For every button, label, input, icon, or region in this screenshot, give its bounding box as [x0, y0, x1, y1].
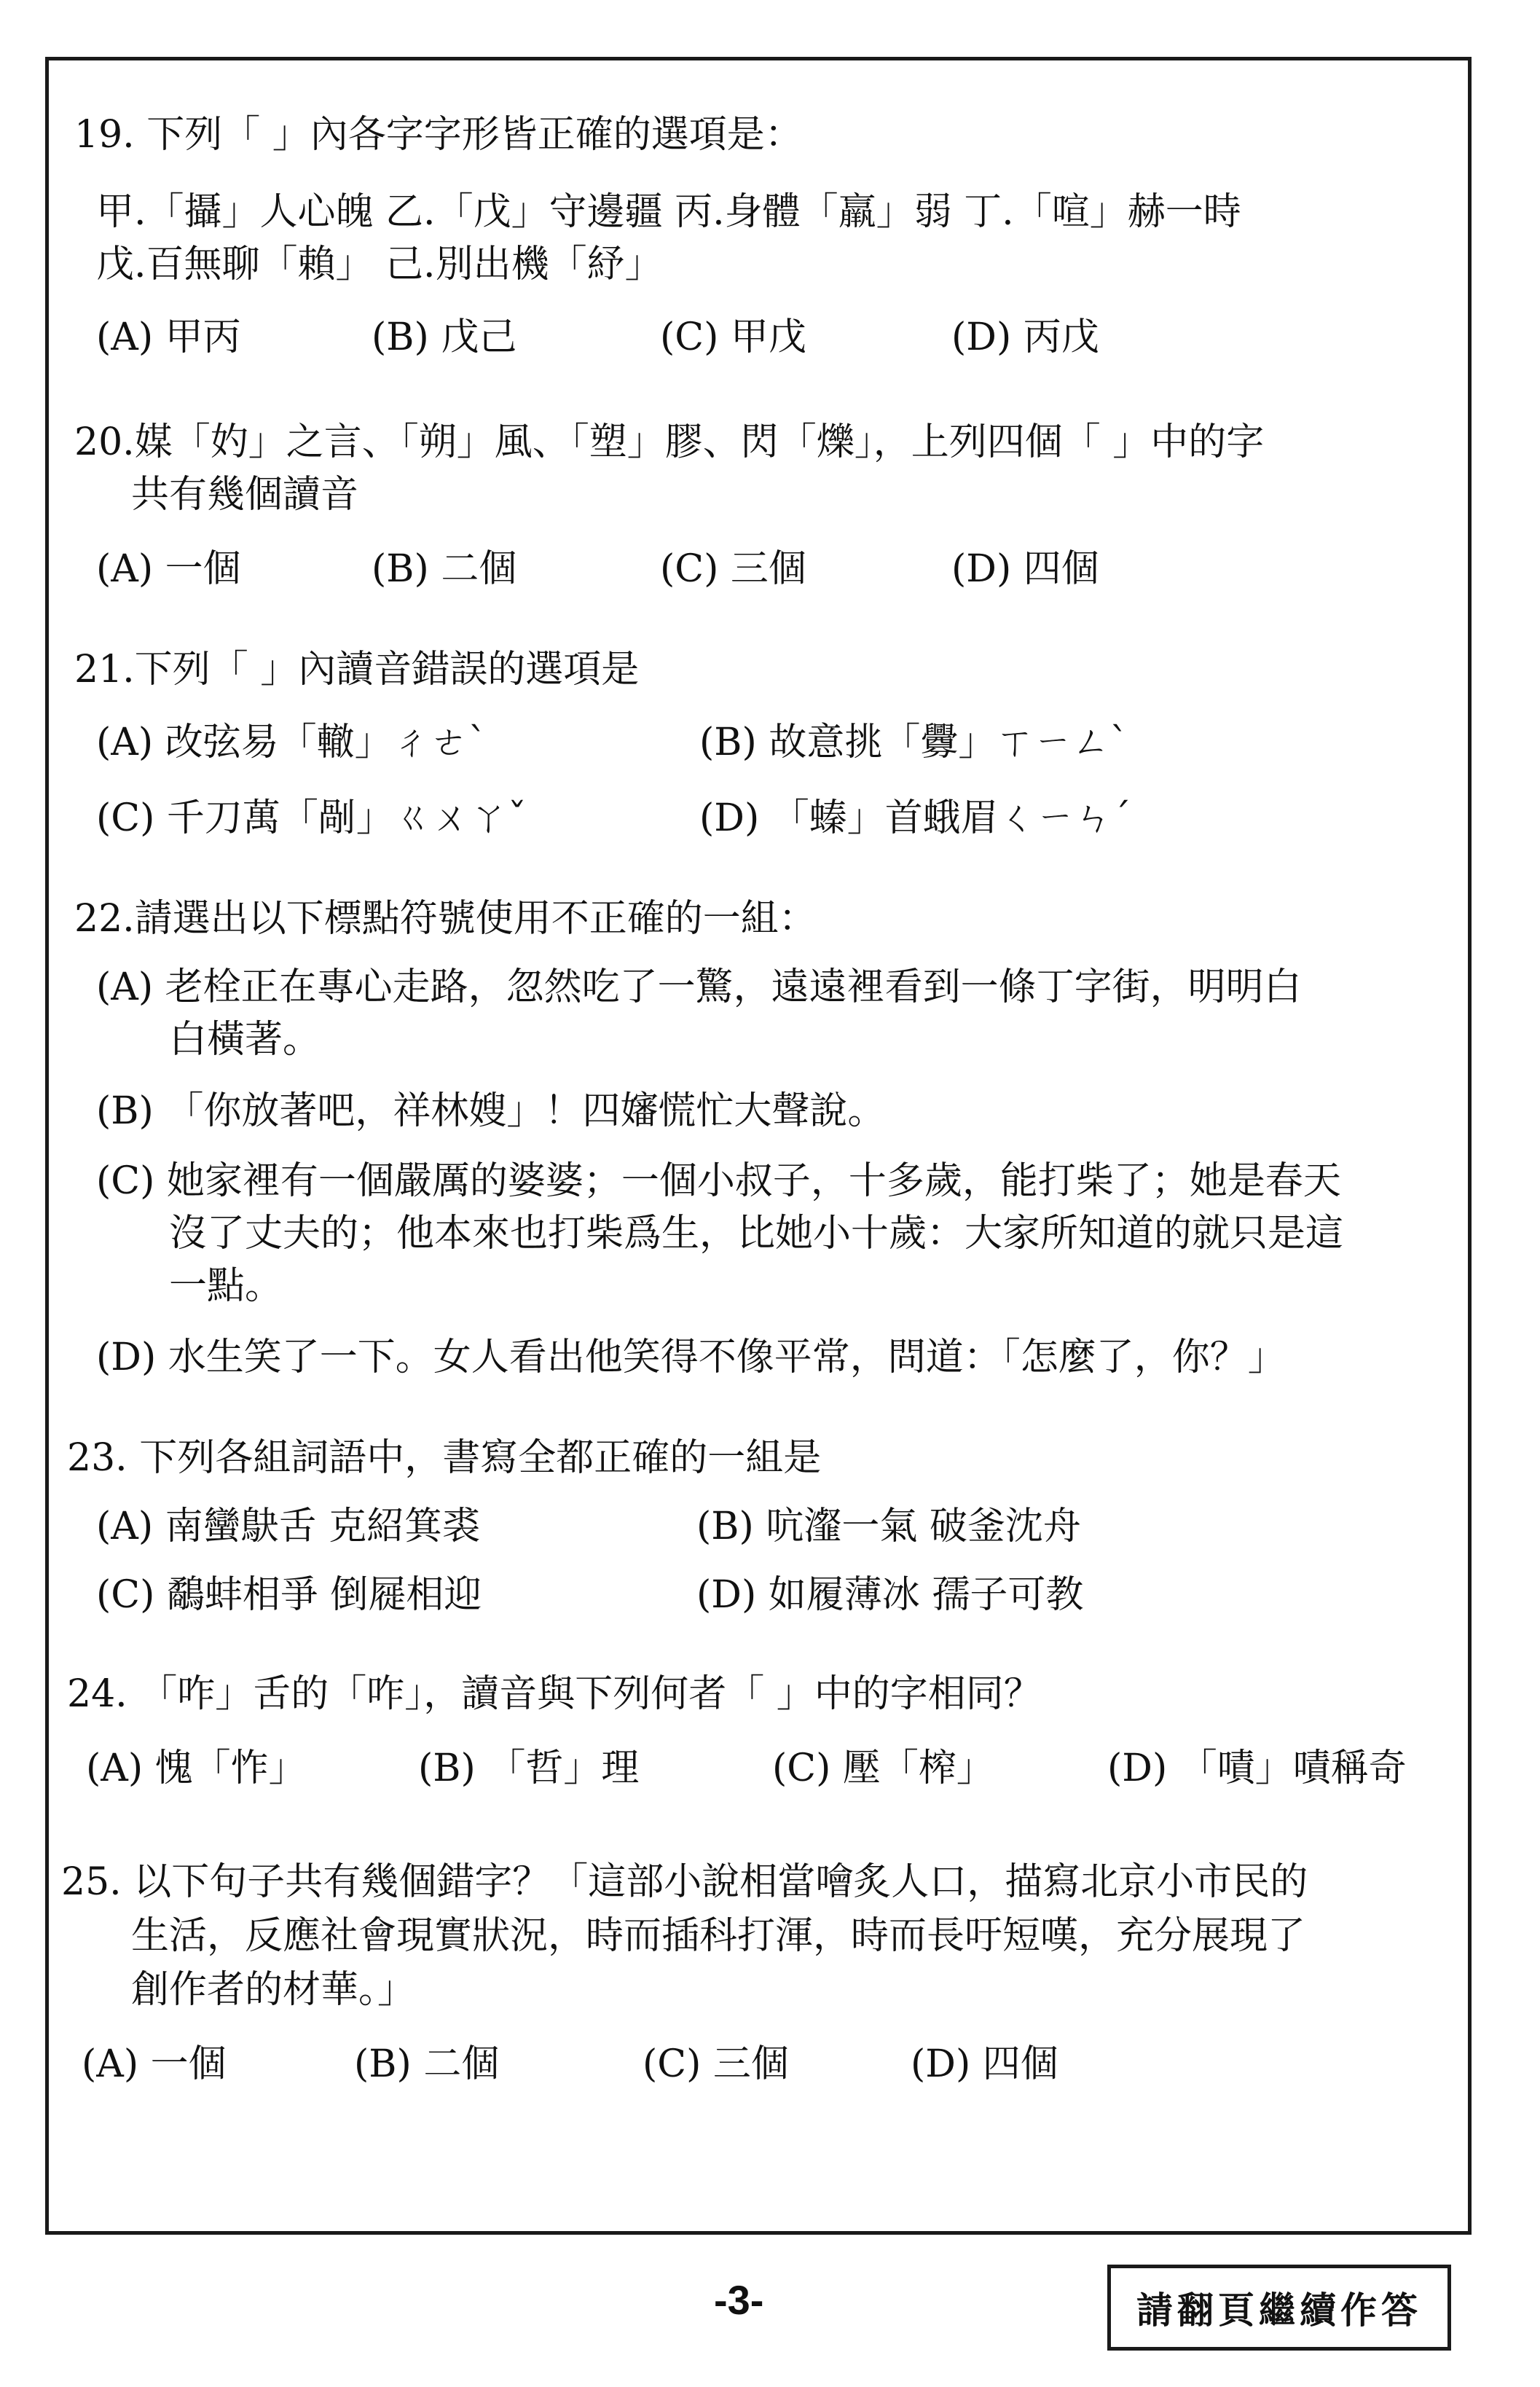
- question-22-option-a-line-2: 白橫著。: [169, 1018, 321, 1062]
- question-25-option-c: (C) 三個: [643, 2042, 789, 2086]
- question-20-stem-2: 共有幾個讀音: [131, 473, 359, 517]
- question-23-option-c: (C) 鷸蚌相爭 倒屣相迎: [96, 1573, 482, 1617]
- question-22-option-c-line-2: 沒了丈夫的；他本來也打柴爲生，比她小十歲：大家所知道的就只是這: [169, 1212, 1344, 1255]
- question-19-option-d: (D) 丙戊: [951, 315, 1099, 359]
- question-19-line-2: 戊.百無聊「賴」 己.別出機「紓」: [96, 243, 663, 286]
- question-23-option-a: (A) 南蠻鴃舌 克紹箕裘: [96, 1505, 481, 1548]
- question-21-option-c: (C) 千刀萬「剮」ㄍㄨㄚˇ: [96, 796, 527, 840]
- question-19-line-1: 甲.「攝」人心魄 乙.「戊」守邊疆 丙.身體「羸」弱 丁.「喧」赫一時: [96, 190, 1241, 234]
- question-22-stem: 22.請選出以下標點符號使用不正確的一組：: [74, 897, 817, 941]
- question-21-option-b: (B) 故意挑「釁」ㄒㄧㄥˋ: [699, 721, 1129, 764]
- question-24-option-b: (B) 「哲」理: [418, 1747, 640, 1790]
- question-25-option-d: (D) 四個: [911, 2042, 1058, 2086]
- question-21-option-d: (D) 「螓」首蛾眉ㄑㄧㄣˊ: [699, 796, 1131, 840]
- question-19-stem: 19. 下列「 」內各字字形皆正確的選項是：: [74, 113, 803, 157]
- question-25-option-a: (A) 一個: [82, 2042, 227, 2086]
- question-22-option-c-line-1: (C) 她家裡有一個嚴厲的婆婆；一個小叔子，十多歲，能打柴了；她是春天: [96, 1159, 1341, 1203]
- question-21-option-a: (A) 改弦易「轍」ㄔㄜˋ: [96, 721, 487, 764]
- continue-note: 請翻頁繼續作答: [1107, 2265, 1451, 2351]
- question-19-option-b: (B) 戊己: [372, 315, 517, 359]
- question-24-stem: 24. 「咋」舌的「咋」，讀音與下列何者「 」中的字相同？: [67, 1672, 1042, 1716]
- question-23-stem: 23. 下列各組詞語中，書寫全都正確的一組是: [67, 1436, 822, 1480]
- question-25-stem: 25. 以下句子共有幾個錯字？「這部小說相當噲炙人口，描寫北京小市民的: [61, 1860, 1308, 1904]
- question-21-stem: 21.下列「 」內讀音錯誤的選項是: [74, 648, 640, 691]
- question-23-option-d: (D) 如履薄冰 孺子可教: [696, 1573, 1084, 1617]
- question-20-option-b: (B) 二個: [372, 547, 517, 591]
- page-number: -3-: [714, 2277, 764, 2323]
- question-19-option-a: (A) 甲丙: [96, 315, 241, 359]
- question-frame: [45, 57, 1472, 2235]
- question-23-option-b: (B) 吭瀣一氣 破釜沈舟: [696, 1505, 1081, 1548]
- question-20-option-a: (A) 一個: [96, 547, 241, 591]
- question-22-option-a-line-1: (A) 老栓正在專心走路，忽然吃了一驚，遠遠裡看到一條丁字街，明明白: [96, 965, 1302, 1009]
- question-25-stem-2: 生活，反應社會現實狀況，時而插科打渾，時而長吁短嘆，充分展現了: [131, 1914, 1306, 1958]
- question-24-option-c: (C) 壓「榨」: [772, 1747, 994, 1790]
- question-24-option-d: (D) 「嘖」嘖稱奇: [1107, 1747, 1407, 1790]
- question-22-option-b: (B) 「你放著吧，祥林嫂」！四嬸慌忙大聲說。: [96, 1089, 886, 1133]
- question-20-option-c: (C) 三個: [660, 547, 806, 591]
- question-25-stem-3: 創作者的材華。」: [131, 1968, 416, 2012]
- question-22-option-c-line-3: 一點。: [169, 1264, 283, 1308]
- question-20-stem: 20.媒「妁」之言、「朔」風、「塑」膠、閃「爍」，上列四個「 」中的字: [74, 420, 1265, 464]
- question-20-option-d: (D) 四個: [951, 547, 1099, 591]
- question-25-option-b: (B) 二個: [354, 2042, 500, 2086]
- question-19-option-c: (C) 甲戊: [660, 315, 806, 359]
- question-24-option-a: (A) 愧「怍」: [86, 1747, 307, 1790]
- question-22-option-d: (D) 水生笑了一下。女人看出他笑得不像平常，問道：「怎麼了，你？」: [96, 1336, 1286, 1379]
